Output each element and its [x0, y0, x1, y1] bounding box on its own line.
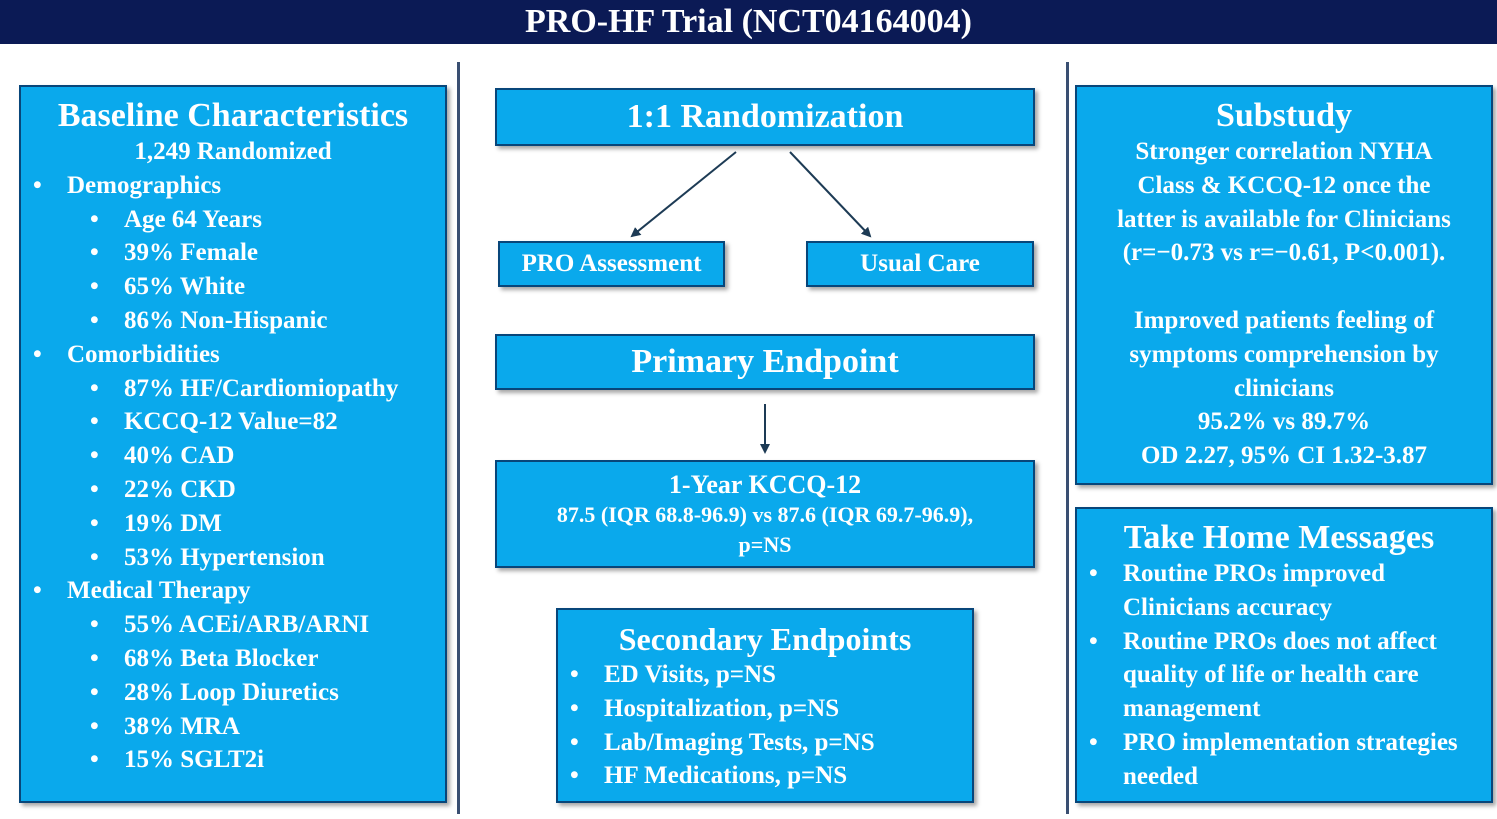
substudy-line: 95.2% vs 89.7% — [1197, 408, 1371, 436]
list-item: • Hospitalization, p=NS — [558, 692, 972, 726]
list-item: • ED Visits, p=NS — [558, 658, 972, 692]
group-demographics: • Demographics — [21, 169, 445, 203]
list-item: • 87% HF/Cardiomiopathy — [21, 372, 445, 406]
substudy-line: Class & KCCQ-12 once the — [1137, 171, 1431, 199]
primary-endpoint-box: Primary Endpoint — [495, 334, 1035, 390]
baseline-heading: Baseline Characteristics — [57, 97, 409, 134]
substudy-line: symptoms comprehension by — [1129, 340, 1439, 368]
substudy-line: Improved patients feeling of — [1133, 306, 1435, 334]
substudy-line: Stronger correlation NYHA — [1135, 138, 1433, 165]
secondary-list — [558, 658, 972, 793]
secondary-endpoints-box — [556, 608, 974, 803]
baseline-subheading: 1,249 Randomized — [134, 138, 332, 165]
list-item: • Age 64 Years — [21, 203, 445, 237]
arrow-to-pro — [632, 152, 736, 236]
take-home-heading: Take Home Messages — [1123, 519, 1435, 556]
substudy-spacer — [1077, 270, 1491, 304]
group-medical-therapy: • Medical Therapy — [21, 574, 445, 608]
list-item: • Routine PROs does not affect quality of life or health care management — [1077, 625, 1481, 726]
arrow-to-usual-care — [790, 152, 870, 236]
list-item: • 53% Hypertension — [21, 541, 445, 575]
usual-care-box: Usual Care — [806, 241, 1034, 287]
substudy-line: latter is available for Clinicians — [1117, 205, 1451, 233]
take-home-panel — [1075, 507, 1493, 803]
secondary-heading: Secondary Endpoints — [618, 621, 912, 657]
list-item: • PRO implementation strategies needed — [1077, 726, 1481, 794]
substudy-line: OD 2.27, 95% CI 1.32-3.87 — [1140, 442, 1428, 470]
substudy-panel — [1075, 85, 1493, 485]
substudy-line: clinicians — [1233, 374, 1334, 402]
list-item: • 15% SGLT2i — [21, 743, 445, 777]
group-comorbidities: • Comorbidities — [21, 338, 445, 372]
list-item: • 55% ACEi/ARB/ARNI — [21, 608, 445, 642]
primary-result-box — [495, 460, 1035, 568]
list-item: • 28% Loop Diuretics — [21, 676, 445, 710]
list-item: • 68% Beta Blocker — [21, 642, 445, 676]
result-line-1: 87.5 (IQR 68.8-96.9) vs 87.6 (IQR 69.7-96.9), — [556, 502, 974, 527]
result-line-2: p=NS — [738, 532, 792, 557]
list-item: • 40% CAD — [21, 439, 445, 473]
list-item: • Lab/Imaging Tests, p=NS — [558, 726, 972, 760]
page-title: PRO-HF Trial (NCT04164004) — [0, 0, 1497, 44]
list-item: • 22% CKD — [21, 473, 445, 507]
list-item: • HF Medications, p=NS — [558, 759, 972, 793]
substudy-line: (r=−0.73 vs r=−0.61, P<0.001). — [1122, 239, 1446, 267]
list-item: • 86% Non-Hispanic — [21, 304, 445, 338]
list-item: • 19% DM — [21, 507, 445, 541]
list-item: • 65% White — [21, 270, 445, 304]
list-item: • 39% Female — [21, 236, 445, 270]
list-item: • Routine PROs improved Clinicians accuracy — [1077, 557, 1481, 625]
pro-assessment-box: PRO Assessment — [498, 241, 725, 287]
substudy-heading: Substudy — [1215, 97, 1353, 134]
list-item: • KCCQ-12 Value=82 — [21, 405, 445, 439]
list-item: • 38% MRA — [21, 710, 445, 744]
take-home-list — [1077, 557, 1481, 794]
result-title: 1-Year KCCQ-12 — [668, 470, 862, 499]
randomization-box: 1:1 Randomization — [495, 88, 1035, 146]
